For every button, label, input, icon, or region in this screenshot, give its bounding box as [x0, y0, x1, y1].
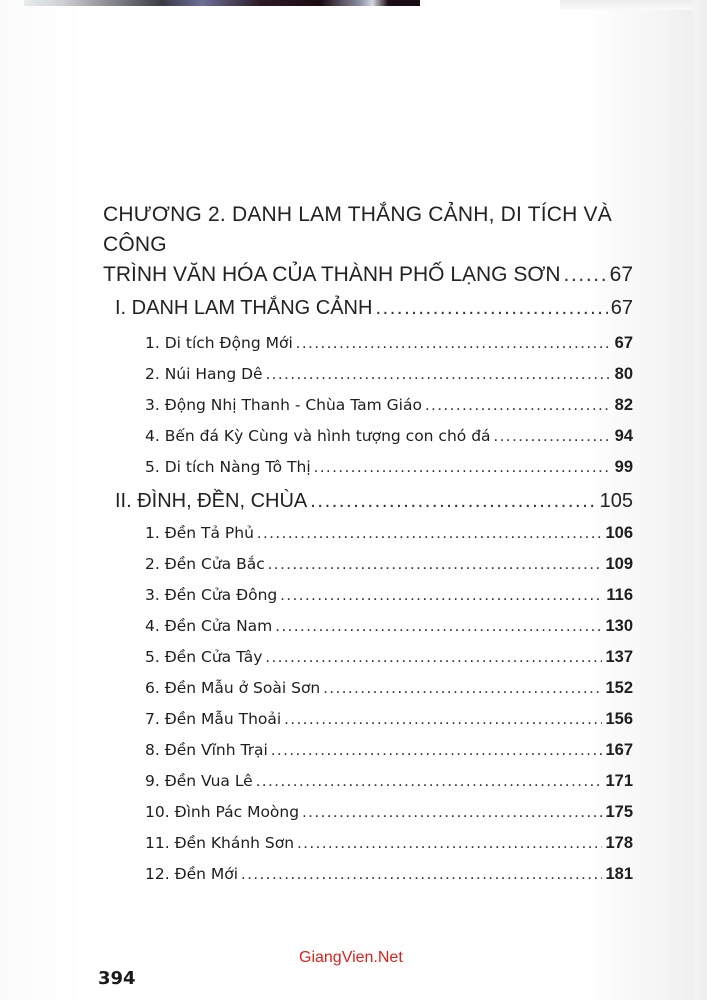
toc-entry[interactable] — [145, 859, 633, 890]
page-edge-shadow — [693, 0, 707, 1000]
page-number: 394 — [98, 968, 136, 989]
dot-leader — [494, 421, 612, 452]
toc-entry[interactable] — [145, 797, 633, 828]
dot-leader — [280, 580, 603, 611]
section-label: II. ĐÌNH, ĐỀN, CHÙA — [115, 490, 308, 512]
entry-page-number: 116 — [606, 586, 633, 604]
toc-entry[interactable] — [145, 549, 633, 580]
toc-entry[interactable] — [145, 673, 633, 704]
watermark-text: GiangVien.Net — [299, 949, 403, 966]
section-2-entries — [103, 518, 633, 890]
table-of-contents — [103, 200, 633, 890]
toc-entry[interactable] — [145, 518, 633, 549]
entry-label: 4. Đền Cửa Nam — [145, 617, 273, 635]
entry-label: 5. Di tích Nàng Tô Thị — [145, 458, 311, 476]
photo-edge-strip — [24, 0, 420, 6]
dot-leader — [275, 611, 602, 642]
entry-label: 9. Đền Vua Lê — [145, 772, 253, 790]
entry-label: 1. Di tích Động Mới — [145, 334, 293, 352]
entry-label: 3. Động Nhị Thanh - Chùa Tam Giáo — [145, 396, 422, 414]
entry-page-number: 152 — [605, 679, 633, 697]
entry-label: 2. Núi Hang Dê — [145, 365, 263, 383]
toc-entry[interactable] — [145, 580, 633, 611]
entry-page-number: 130 — [605, 617, 633, 635]
entry-page-number: 175 — [605, 803, 633, 821]
section-page-number: 105 — [599, 490, 633, 512]
entry-page-number: 137 — [605, 648, 633, 666]
dot-leader — [375, 293, 607, 323]
dot-leader — [271, 735, 603, 766]
dot-leader — [284, 704, 602, 735]
dot-leader — [266, 359, 612, 390]
entry-label: 2. Đền Cửa Bắc — [145, 555, 265, 573]
chapter-page-number: 67 — [609, 263, 633, 286]
dot-leader — [310, 486, 596, 516]
section-page-number: 67 — [610, 297, 633, 319]
section-1-entries — [103, 328, 633, 483]
entry-page-number: 80 — [614, 365, 633, 383]
toc-entry[interactable] — [145, 828, 633, 859]
dot-leader — [256, 766, 603, 797]
toc-entry[interactable] — [145, 390, 633, 421]
entry-label: 3. Đền Cửa Đông — [145, 586, 278, 604]
dot-leader — [302, 797, 602, 828]
entry-label: 7. Đền Mẫu Thoải — [145, 710, 282, 728]
entry-page-number: 99 — [614, 458, 633, 476]
entry-label: 12. Đền Mới — [145, 865, 239, 883]
toc-entry[interactable] — [145, 359, 633, 390]
dot-leader — [323, 673, 602, 704]
entry-page-number: 106 — [605, 524, 633, 542]
entry-page-number: 109 — [605, 555, 633, 573]
dot-leader — [297, 828, 602, 859]
entry-page-number: 67 — [614, 334, 633, 352]
toc-entry[interactable] — [145, 328, 633, 359]
toc-entry[interactable] — [145, 452, 633, 483]
entry-page-number: 178 — [605, 834, 633, 852]
dot-leader — [268, 549, 603, 580]
entry-label: 11. Đền Khánh Sơn — [145, 834, 295, 852]
chapter-title-line1: CHƯƠNG 2. DANH LAM THẮNG CẢNH, DI TÍCH VÀ CÔNG — [103, 203, 612, 256]
entry-page-number: 94 — [614, 427, 633, 445]
toc-entry[interactable] — [145, 611, 633, 642]
toc-entry[interactable] — [145, 421, 633, 452]
entry-page-number: 82 — [614, 396, 633, 414]
section-label: I. DANH LAM THẮNG CẢNH — [115, 297, 373, 319]
dot-leader — [564, 260, 607, 290]
entry-page-number: 156 — [605, 710, 633, 728]
toc-entry[interactable] — [145, 766, 633, 797]
entry-label: 4. Bến đá Kỳ Cùng và hình tượng con chó đá — [145, 427, 491, 445]
toc-entry[interactable] — [145, 642, 633, 673]
entry-page-number: 171 — [605, 772, 633, 790]
entry-label: 5. Đền Cửa Tây — [145, 648, 263, 666]
entry-page-number: 167 — [605, 741, 633, 759]
toc-entry[interactable] — [145, 735, 633, 766]
dot-leader — [314, 452, 612, 483]
toc-section-2[interactable] — [115, 486, 633, 516]
toc-section-1[interactable] — [115, 293, 633, 323]
chapter-title-line2: TRÌNH VĂN HÓA CỦA THÀNH PHỐ LẠNG SƠN — [103, 263, 561, 286]
dot-leader — [257, 518, 603, 549]
entry-page-number: 181 — [605, 865, 633, 883]
dot-leader — [265, 642, 602, 673]
entry-label: 1. Đền Tả Phủ — [145, 524, 254, 542]
dot-leader — [425, 390, 612, 421]
chapter-title-row[interactable] — [103, 260, 633, 290]
paper-edge — [560, 0, 700, 10]
toc-entry[interactable] — [145, 704, 633, 735]
entry-label: 8. Đền Vĩnh Trại — [145, 741, 268, 759]
dot-leader — [296, 328, 612, 359]
entry-label: 10. Đình Pác Moòng — [145, 803, 300, 821]
entry-label: 6. Đền Mẫu ở Soài Sơn — [145, 679, 321, 697]
dot-leader — [241, 859, 602, 890]
